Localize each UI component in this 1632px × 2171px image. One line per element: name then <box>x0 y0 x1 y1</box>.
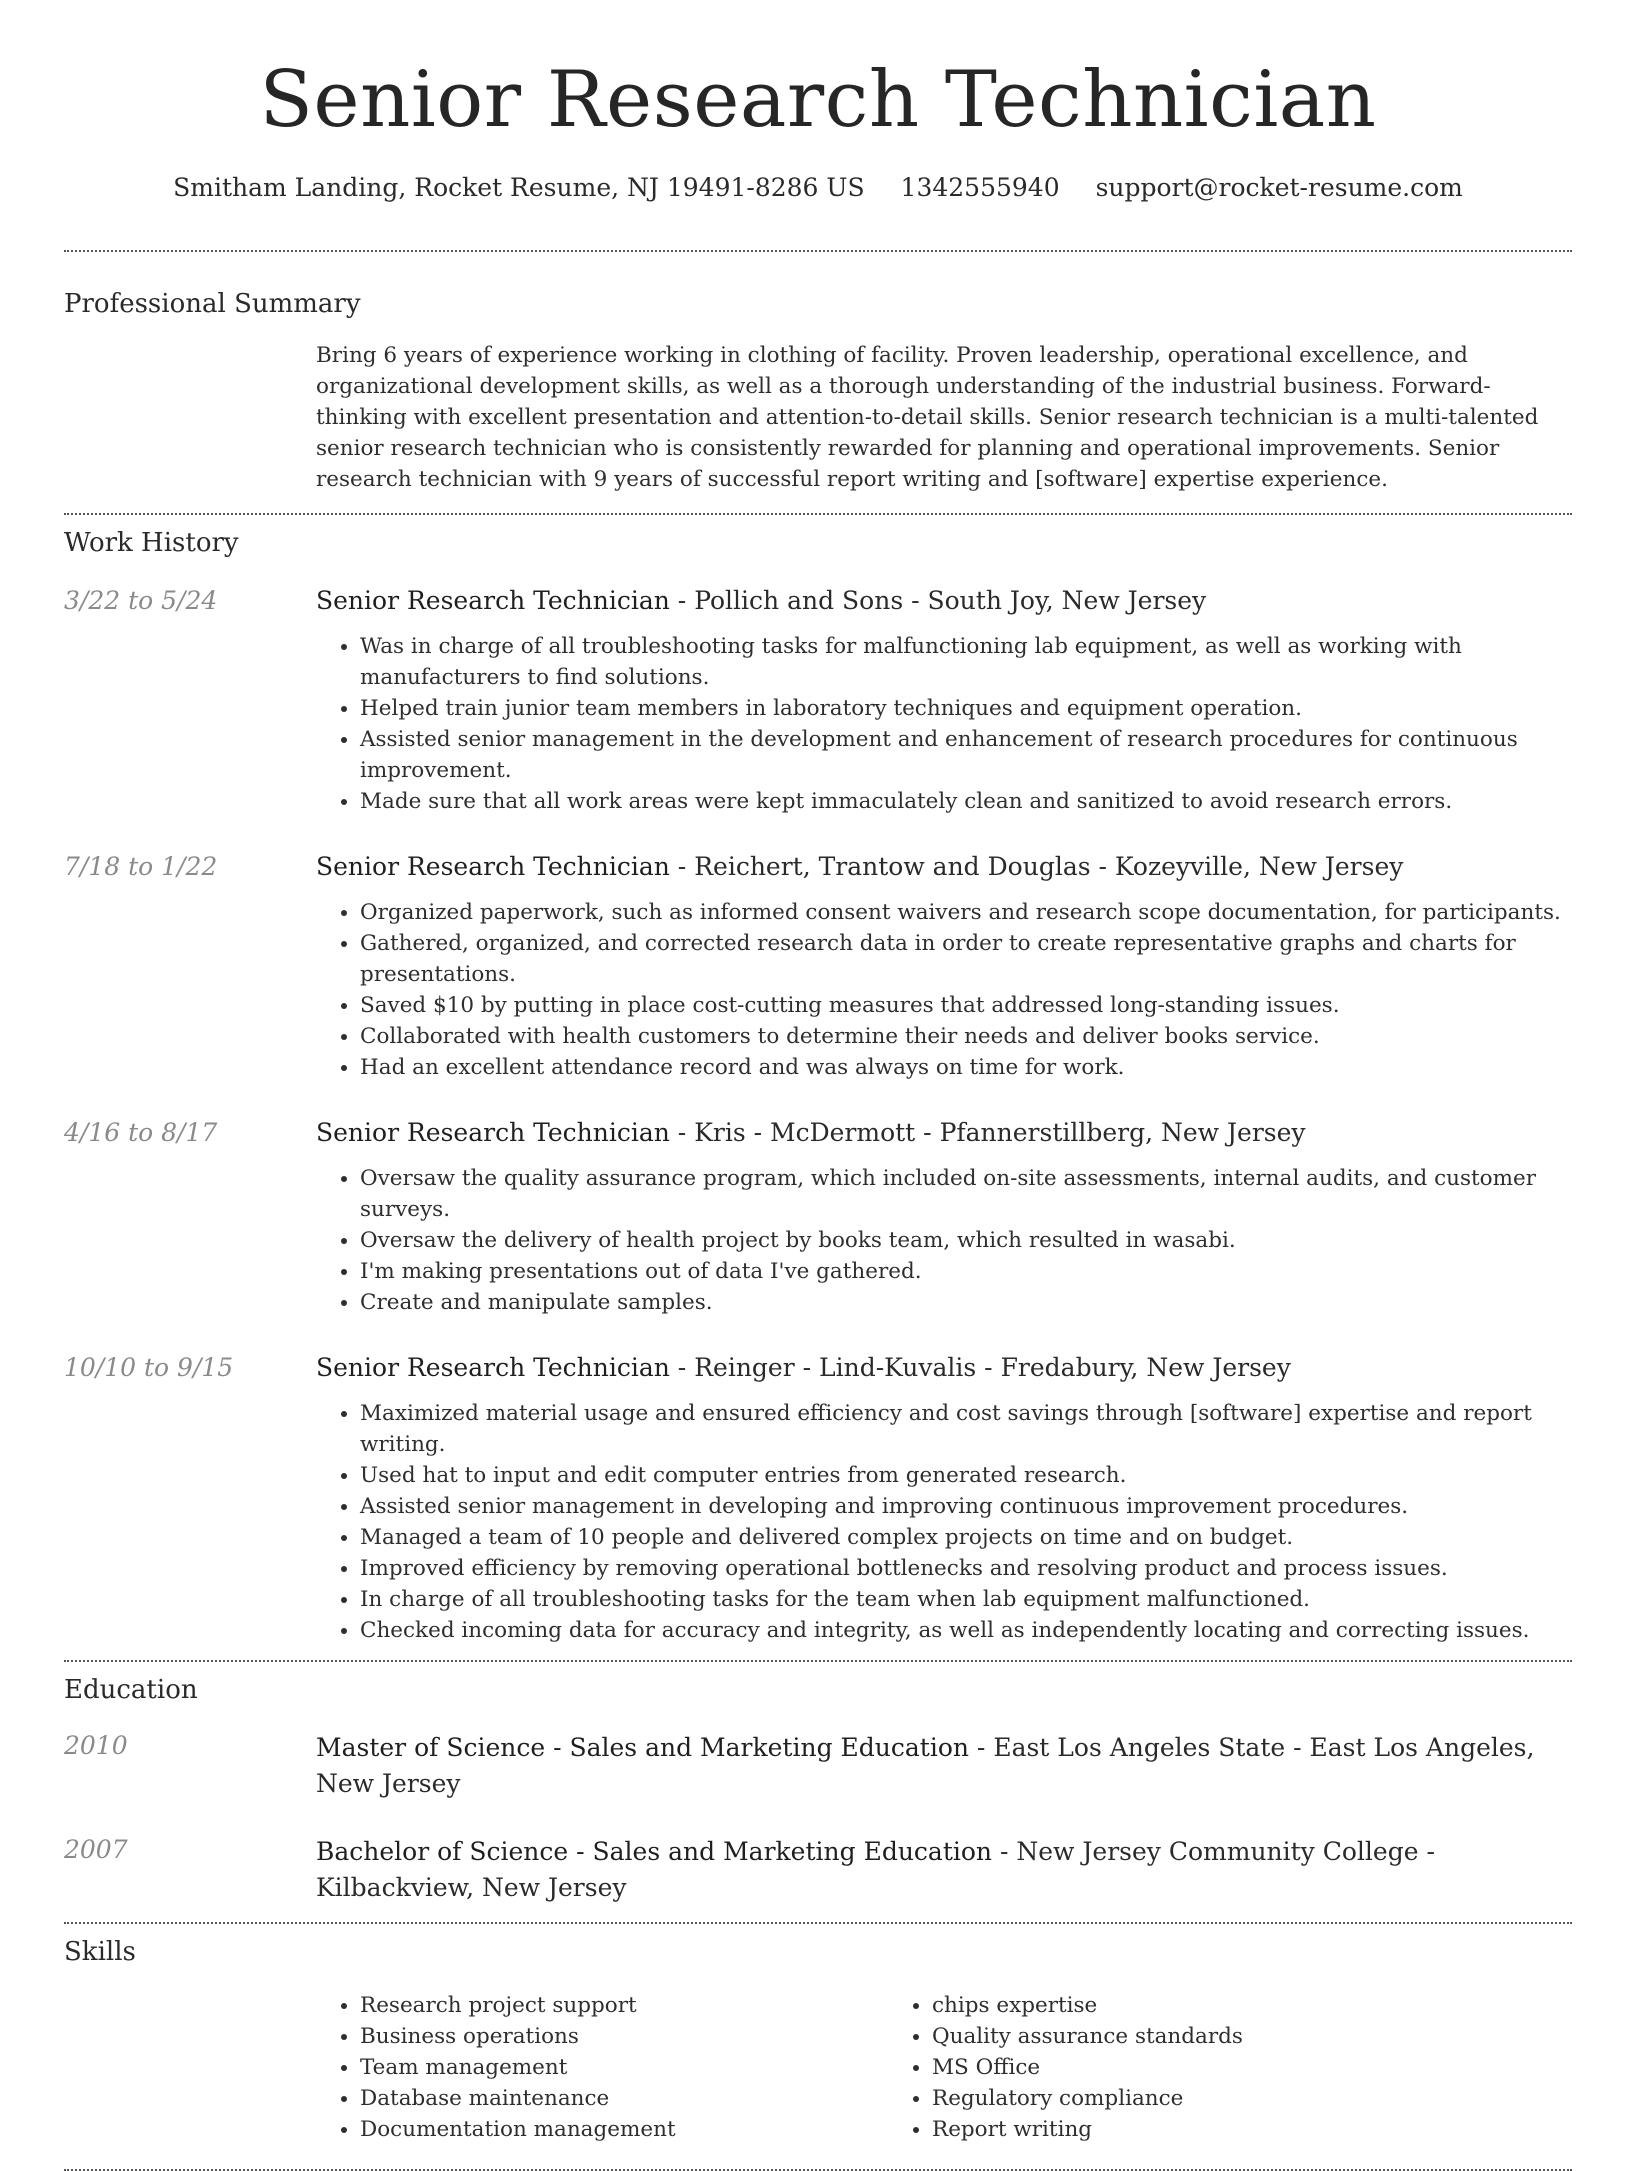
contact-phone: 1342555940 <box>900 173 1060 202</box>
list-item: • Documentation management <box>360 2114 888 2145</box>
list-item: • Create and manipulate samples. <box>360 1287 1572 1318</box>
list-item: • Assisted senior management in developing and improving continuous improvement procedures. <box>360 1491 1572 1522</box>
candidate-name: Senior Research Technician <box>259 55 1377 145</box>
job-bullets <box>316 1398 1572 1646</box>
contact-email[interactable]: support@rocket-resume.com <box>1095 173 1463 202</box>
job-bullets <box>316 631 1572 817</box>
contact-address: Smitham Landing, Rocket Resume, NJ 19491-8286 US <box>173 173 865 202</box>
job-entry <box>64 1352 1572 1646</box>
section-title-work: Work History <box>64 528 239 558</box>
list-item: • Made sure that all work areas were kept immaculately clean and sanitized to avoid research errors. <box>360 786 1572 817</box>
education-details: - New Jersey Community College - Kilbackview, New Jersey <box>316 1837 1435 1902</box>
list-item: • Business operations <box>360 2021 888 2052</box>
job-bullets <box>316 897 1572 1083</box>
list-item: • Used hat to input and edit computer entries from generated research. <box>360 1460 1572 1491</box>
divider <box>64 513 1572 515</box>
list-item: • Regulatory compliance <box>932 2083 1460 2114</box>
list-item: • Had an excellent attendance record and was always on time for work. <box>360 1052 1572 1083</box>
education-details: - East Los Angeles State - East Los Angeles, New Jersey <box>316 1733 1535 1798</box>
list-item: • Improved efficiency by removing operational bottlenecks and resolving product and process issues. <box>360 1553 1572 1584</box>
education-year: 2010 <box>64 1731 128 1760</box>
job-details: - Pollich and Sons - South Joy, New Jersey <box>669 586 1207 615</box>
job-entry <box>64 585 1572 817</box>
section-title-skills: Skills <box>64 1937 136 1967</box>
job-dates: 10/10 to 9/15 <box>64 1353 234 1382</box>
list-item: • Was in charge of all troubleshooting tasks for malfunctioning lab equipment, as well as working with manufacturers to find solutions. <box>360 631 1572 693</box>
list-item: • In charge of all troubleshooting tasks for the team when lab equipment malfunctioned. <box>360 1584 1572 1615</box>
divider <box>64 1660 1572 1662</box>
divider <box>64 1922 1572 1924</box>
job-title <box>316 585 1572 617</box>
skills-column-right <box>888 1990 1460 2145</box>
summary-section <box>64 288 1572 495</box>
skills-column-left <box>316 1990 888 2145</box>
list-item: • Database maintenance <box>360 2083 888 2114</box>
list-item: • Assisted senior management in the development and enhancement of research procedures for continuous improvement. <box>360 724 1572 786</box>
job-entry <box>64 851 1572 1083</box>
list-item: • Team management <box>360 2052 888 2083</box>
job-bullets <box>316 1163 1572 1318</box>
education-degree: Bachelor of Science - Sales and Marketing Education <box>316 1837 993 1866</box>
list-item: • Helped train junior team members in laboratory techniques and equipment operation. <box>360 693 1572 724</box>
work-history-section <box>64 527 1572 1646</box>
education-entry <box>64 1834 1572 1906</box>
job-details: - Reichert, Trantow and Douglas - Kozeyville, New Jersey <box>669 852 1404 881</box>
list-item: • MS Office <box>932 2052 1460 2083</box>
list-item: • Gathered, organized, and corrected research data in order to create representative graphs and charts for presentations. <box>360 928 1572 990</box>
job-role: Senior Research Technician <box>316 1353 670 1382</box>
job-dates: 3/22 to 5/24 <box>64 586 218 615</box>
contact-line <box>64 172 1572 204</box>
education-section <box>64 1674 1572 1906</box>
list-item: • Report writing <box>932 2114 1460 2145</box>
list-item: • Checked incoming data for accuracy and integrity, as well as independently locating and correcting issues. <box>360 1615 1572 1646</box>
job-role: Senior Research Technician <box>316 1118 670 1147</box>
job-dates: 7/18 to 1/22 <box>64 852 218 881</box>
education-degree: Master of Science - Sales and Marketing Education <box>316 1733 969 1762</box>
education-title <box>316 1730 1572 1802</box>
skills-section <box>64 1936 1572 2145</box>
list-item: • Collaborated with health customers to determine their needs and deliver books service. <box>360 1021 1572 1052</box>
list-item: • Oversaw the delivery of health project by books team, which resulted in wasabi. <box>360 1225 1572 1256</box>
skills-list <box>316 1990 1572 2145</box>
summary-text: Bring 6 years of experience working in clothing of facility. Proven leadership, operational excellence, and organizational development skills, as well as a thorough understanding of the industrial business. Forward-thinking with excellent presentation and attention-to-detail skills. Senior research technician is a multi-talented senior research technician who is consistently rewarded for planning and operational improvements. Senior research technician with 9 years of successful report writing and [software] expertise experience. <box>316 343 1539 492</box>
job-role: Senior Research Technician <box>316 852 670 881</box>
list-item: • Quality assurance standards <box>932 2021 1460 2052</box>
section-title-education: Education <box>64 1675 198 1705</box>
education-title <box>316 1834 1572 1906</box>
job-details: - Reinger - Lind-Kuvalis - Fredabury, New Jersey <box>669 1353 1291 1382</box>
list-item: • Research project support <box>360 1990 888 2021</box>
list-item: • Organized paperwork, such as informed consent waivers and research scope documentation, for participants. <box>360 897 1572 928</box>
education-entry <box>64 1730 1572 1802</box>
job-dates: 4/16 to 8/17 <box>64 1118 218 1147</box>
job-details: - Kris - McDermott - Pfannerstillberg, New Jersey <box>669 1118 1306 1147</box>
job-title <box>316 851 1572 883</box>
education-year: 2007 <box>64 1835 128 1864</box>
section-title-summary: Professional Summary <box>64 289 361 319</box>
list-item: • chips expertise <box>932 1990 1460 2021</box>
list-item: • I'm making presentations out of data I've gathered. <box>360 1256 1572 1287</box>
job-title <box>316 1117 1572 1149</box>
list-item: • Maximized material usage and ensured efficiency and cost savings through [software] expertise and report writing. <box>360 1398 1572 1460</box>
resume-page <box>64 0 1572 2171</box>
divider <box>64 250 1572 252</box>
job-role: Senior Research Technician <box>316 586 670 615</box>
list-item: • Saved $10 by putting in place cost-cutting measures that addressed long-standing issues. <box>360 990 1572 1021</box>
list-item: • Oversaw the quality assurance program, which included on-site assessments, internal audits, and customer surveys. <box>360 1163 1572 1225</box>
list-item: • Managed a team of 10 people and delivered complex projects on time and on budget. <box>360 1522 1572 1553</box>
job-entry <box>64 1117 1572 1318</box>
job-title <box>316 1352 1572 1384</box>
